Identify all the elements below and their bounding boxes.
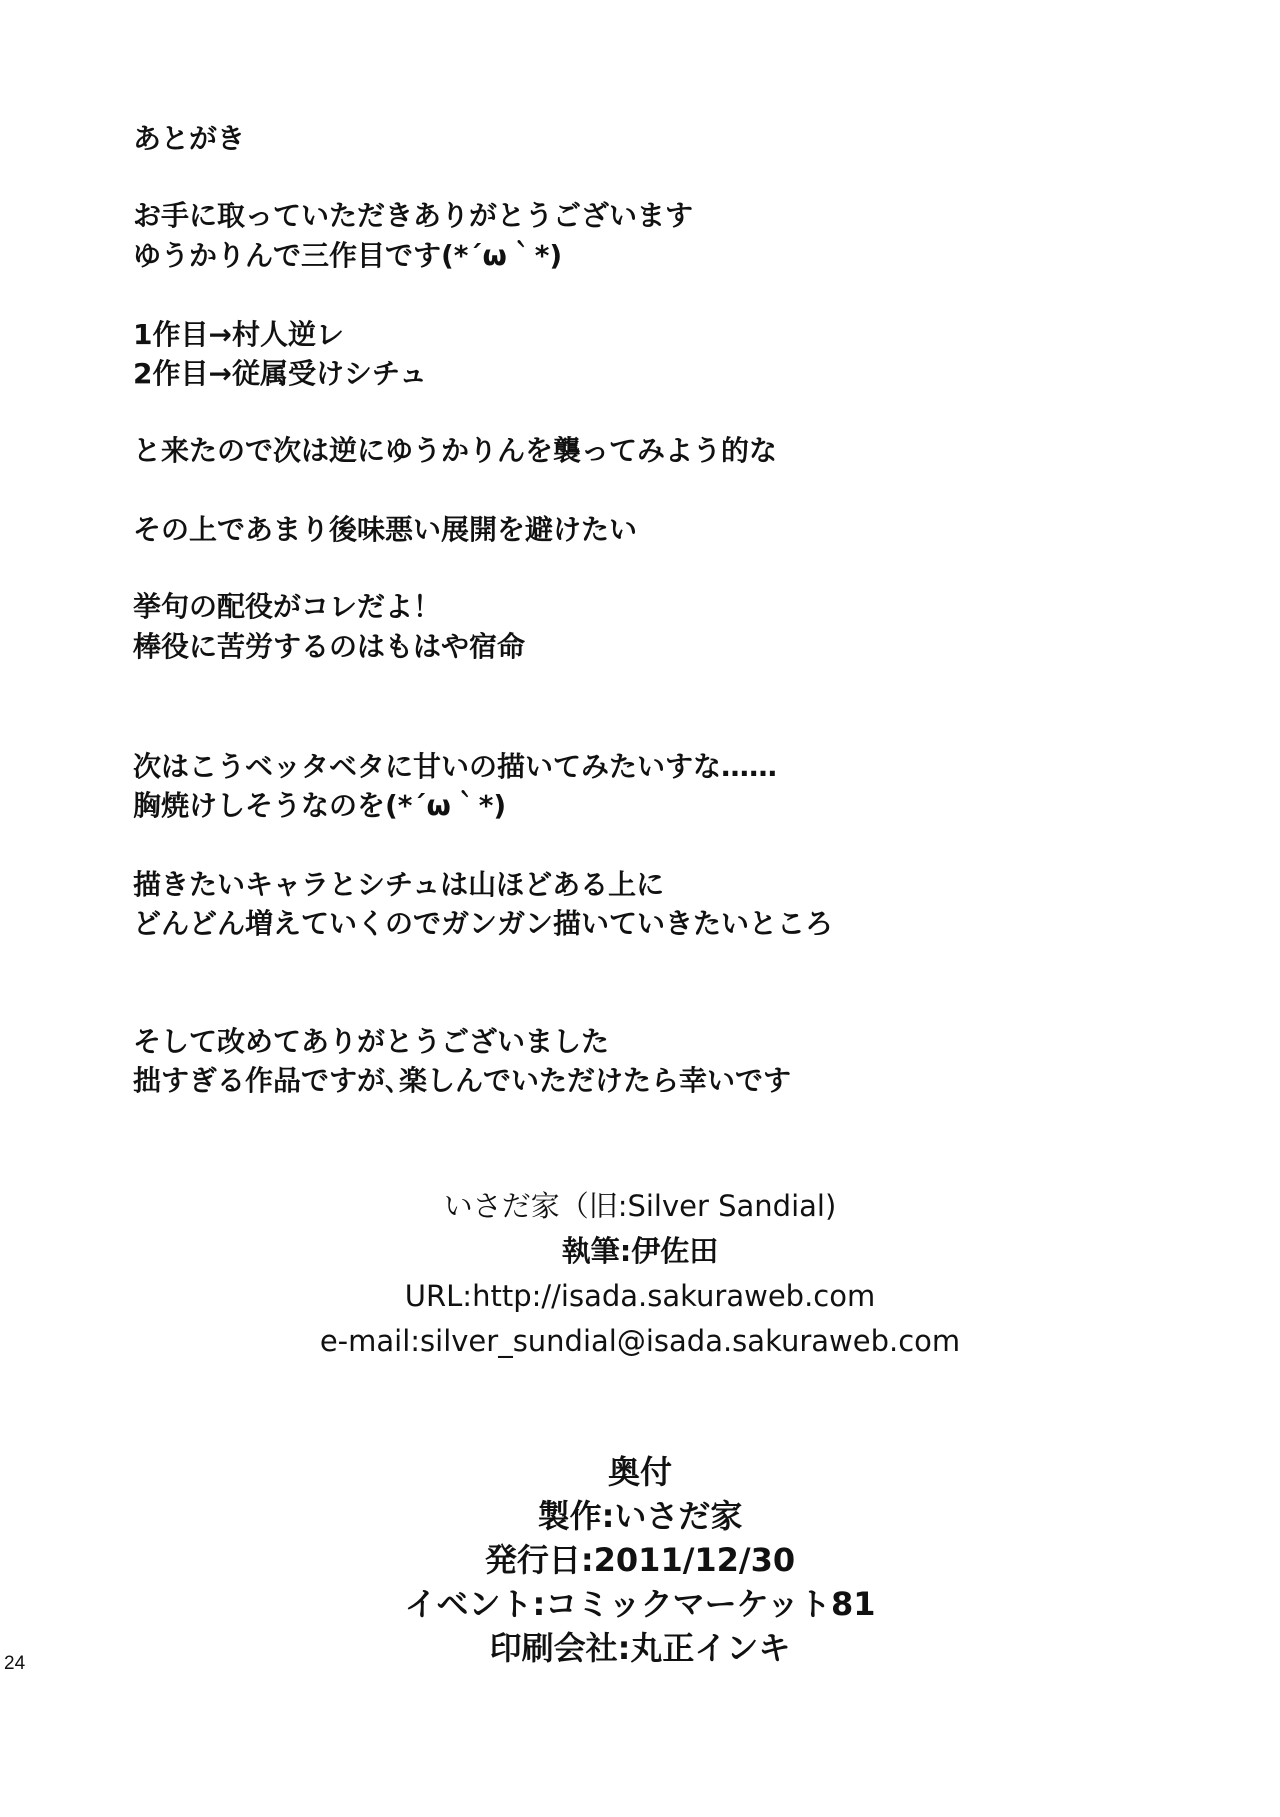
afterword-line: 描きたいキャラとシチュは山ほどある上に xyxy=(133,868,665,901)
afterword-line: 胸焼けしそうなのを(*´ω｀*) xyxy=(133,789,507,822)
colophon-block xyxy=(0,1450,1280,1670)
afterword-line: ゆうかりんで三作目です(*´ω｀*) xyxy=(133,239,563,272)
afterword-line: どんどん増えていくのでガンガン描いていきたいところ xyxy=(133,907,834,940)
circle-name: いさだ家（旧:Silver Sandial) xyxy=(443,1189,837,1223)
credits-block xyxy=(0,1183,1280,1364)
page-number: 24 xyxy=(4,1653,26,1674)
afterword-line: 2作目→従属受けシチュ xyxy=(133,357,428,390)
afterword-line: 次はこうベッタベタに甘いの描いてみたいすな…… xyxy=(133,750,778,783)
afterword-line: お手に取っていただきありがとうございます xyxy=(133,199,694,232)
afterword-line: 1作目→村人逆レ xyxy=(133,318,344,351)
afterword-line: その上であまり後味悪い展開を避けたい xyxy=(133,513,638,546)
colophon-title: 奥付 xyxy=(607,1453,672,1491)
afterword-line: 挙句の配役がコレだよ！ xyxy=(133,590,442,623)
afterword-line: 棒役に苦労するのはもはや宿命 xyxy=(133,630,526,663)
author-name: 執筆:伊佐田 xyxy=(561,1234,719,1268)
website-url: URL:http://isada.sakuraweb.com xyxy=(404,1279,876,1313)
afterword-line: そして改めてありがとうございました xyxy=(133,1025,610,1058)
email-address: e-mail:silver_sundial@isada.sakuraweb.com xyxy=(319,1324,961,1358)
afterword-line: と来たので次は逆にゆうかりんを襲ってみよう的な xyxy=(133,434,778,467)
colophon-event: イベント:コミックマーケット81 xyxy=(404,1585,876,1623)
colophon-date: 発行日:2011/12/30 xyxy=(484,1541,796,1579)
afterword-line: 拙すぎる作品ですが､楽しんでいただけたら幸いです xyxy=(133,1064,792,1097)
colophon-producer: 製作:いさだ家 xyxy=(537,1497,743,1535)
colophon-printer: 印刷会社:丸正インキ xyxy=(489,1629,791,1667)
afterword-title: あとがき xyxy=(133,122,246,155)
